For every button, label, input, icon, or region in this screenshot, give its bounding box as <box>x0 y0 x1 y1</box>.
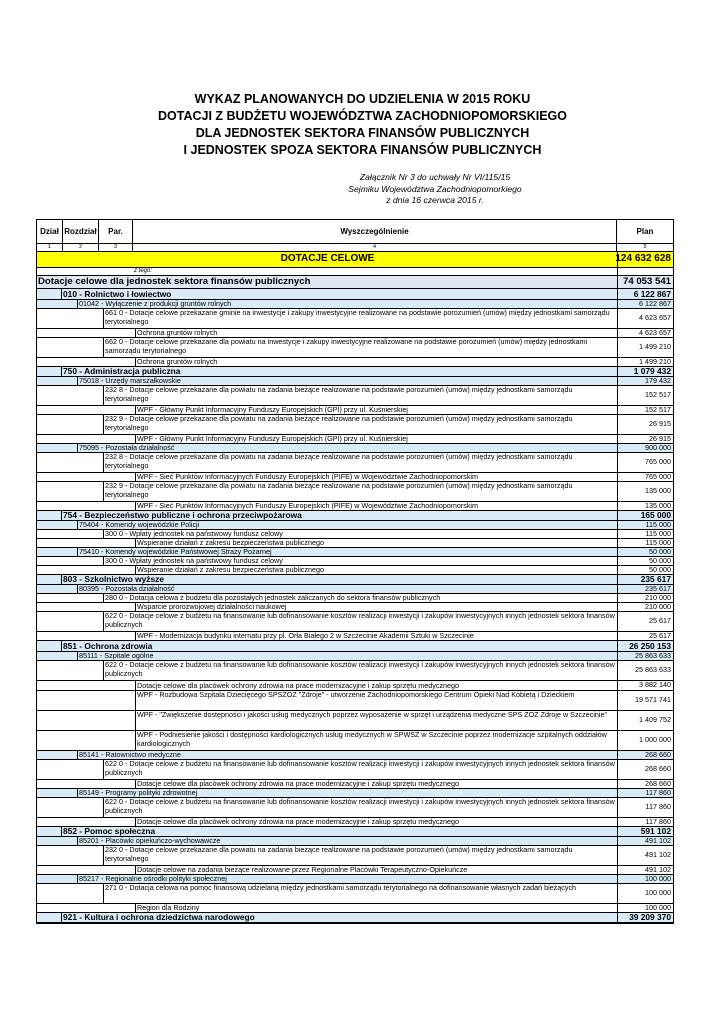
row-amount: 26 915 <box>617 415 673 434</box>
row-description: 271 0 - Dotacja celowa na pomoc finansową udzielaną między jednostkami samorządu terytorialnego na dofinansowanie własnych zadań bieżących <box>103 884 617 903</box>
row-amount: 179 432 <box>617 377 673 385</box>
section-label: Dotacje celowe dla jednostek sektora finansów publicznych <box>38 276 311 287</box>
row-description: 232 8 - Dotacje celowe przekazane dla powiatu na zadania bieżące realizowane na podstawie porozumień (umów) między jednostkami samorządu terytorialnego <box>103 386 617 405</box>
table-row <box>37 875 673 884</box>
row-description: 750 - Administracja publiczna <box>61 367 617 376</box>
row-description: 232 0 - Dotacje celowe przekazane dla powiatu na zadania bieżące realizowane na podstawie porozumień (umów) między jednostkami samorządu terytorialnego <box>103 846 617 865</box>
table-row <box>37 300 673 309</box>
row-description: WPF - Sieć Punktów Informacyjnych Funduszy Europejskich (PIFE) w Województwie Zachodniopomorskim <box>135 502 617 510</box>
row-amount: 152 517 <box>617 406 673 414</box>
table-row <box>37 444 673 453</box>
row-description: Region dla Rodziny <box>135 904 617 912</box>
row-description: 622 0 - Dotacje celowe z budżetu na finansowanie lub dofinansowanie kosztów realizacji inwestycji i zakupów inwestycyjnych innych jednostek sektora finansów publicznych <box>103 798 617 817</box>
row-amount: 491 102 <box>617 866 673 874</box>
row-amount: 235 617 <box>617 575 673 584</box>
row-description: 622 0 - Dotacje celowe z budżetu na finansowanie lub dofinansowanie kosztów realizacji inwestycji i zakupów inwestycyjnych innych jednostek sektora finansów publicznych <box>103 612 617 631</box>
row-description: 75095 - Pozostała działalność <box>77 444 617 452</box>
row-description: 232 9 - Dotacje celowe przekazane dla powiatu na zadania bieżące realizowane na podstawie porozumień (umów) między jednostkami samorządu terytorialnego <box>103 482 617 501</box>
header-plan: Plan <box>636 227 654 236</box>
row-description: 75018 - Urzędy marszałkowskie <box>77 377 617 385</box>
row-amount: 491 102 <box>617 837 673 845</box>
table-row <box>37 913 673 923</box>
row-amount: 115 000 <box>617 521 673 529</box>
table-row <box>37 358 673 367</box>
table-row <box>37 866 673 875</box>
row-description: 921 - Kultura i ochrona dziedzictwa narodowego <box>61 913 617 922</box>
title-line-1: WYKAZ PLANOWANYCH DO UDZIELENIA W 2015 ROKU <box>194 92 531 106</box>
section-row <box>37 276 673 289</box>
row-description: 75410 - Komendy wojewódzkie Państwowej Straży Pożarnej <box>77 548 617 556</box>
note-line-1: Załącznik Nr 3 do uchwały Nr VI/115/15 <box>359 172 511 182</box>
row-description: 803 - Szkolnictwo wyższe <box>61 575 617 584</box>
row-amount: 165 000 <box>617 511 673 520</box>
table-row <box>37 884 673 904</box>
row-amount: 4 623 657 <box>617 309 673 328</box>
title-line-3: DLA JEDNOSTEK SEKTORA FINANSÓW PUBLICZNYCH <box>195 126 530 140</box>
row-amount: 50 000 <box>617 557 673 565</box>
row-amount: 1 499 210 <box>617 358 673 366</box>
table-row <box>37 530 673 539</box>
row-description: Dotacje celowe na zadania bieżące realizowane przez Regionalne Placówki Terapeutyczno-Opiekuńcze <box>135 866 617 874</box>
row-amount: 25 617 <box>617 612 673 631</box>
row-description: 85111 - Szpitale ogólne <box>77 652 617 660</box>
table-row <box>37 798 673 818</box>
table-row <box>37 652 673 661</box>
header-wyszczegolnienie: Wyszczególnienie <box>133 220 617 243</box>
row-amount: 26 915 <box>617 435 673 443</box>
row-amount: 3 882 140 <box>617 681 673 690</box>
col-num-1: 1 <box>37 244 63 251</box>
col-num-5: 5 <box>643 244 647 250</box>
table-row <box>37 511 673 521</box>
row-description: 662 0 - Dotacje celowe przekazane dla powiatu na inwestycje i zakupy inwestycyjne realizowane na podstawie porozumień (umów) między jednostkami samorządu terytorialnego <box>103 338 617 357</box>
grants-table <box>36 219 674 924</box>
col-num-4: 4 <box>133 244 617 251</box>
row-amount: 268 660 <box>617 760 673 779</box>
note-line-2: Sejmiku Województwa Zachodniopomorkiego <box>348 183 522 194</box>
row-amount: 1 000 000 <box>617 731 673 750</box>
row-amount: 152 517 <box>617 386 673 405</box>
table-row <box>37 661 673 681</box>
table-row <box>37 415 673 435</box>
row-description: Wspieranie działań z zakresu bezpieczeństwa publicznego <box>135 566 617 574</box>
table-body <box>37 289 673 923</box>
row-description: Dotacje celowe dla placówek ochrony zdrowia na prace modernizacyjne i zakup sprzętu medycznego <box>135 818 617 826</box>
row-amount: 491 102 <box>617 846 673 865</box>
table-row <box>37 632 673 641</box>
row-amount: 100 000 <box>617 875 673 883</box>
row-description: WPF - Rozbudowa Szpitala Dziecięcego SPSZOZ "Zdroje" - utworzenie Zachodniopomorskiego Centrum Opieki Nad Kobietą i Dzieckiem <box>135 691 617 710</box>
row-description: 851 - Ochrona zdrowia <box>61 641 617 651</box>
row-description: WPF - Główny Punkt Informacyjny Funduszy Europejskich (GPI) przy ul. Kuśnierskiej <box>135 435 617 443</box>
table-row <box>37 760 673 780</box>
table-row <box>37 818 673 827</box>
table-row <box>37 846 673 866</box>
table-row <box>37 904 673 913</box>
row-amount: 6 122 867 <box>617 289 673 299</box>
row-description: WPF - "Zwiększenie dostępności i jakości usług medycznych poprzez wyposażenie w sprzęt i urządzenia medyczne SPS ZOZ Zdroje w Szczecinie" <box>135 711 617 730</box>
table-row <box>37 612 673 632</box>
header-par: Par. <box>99 220 133 243</box>
row-description: 622 0 - Dotacje celowe z budżetu na finansowanie lub dofinansowanie kosztów realizacji inwestycji i zakupów inwestycyjnych innych jednostek sektora finansów publicznych <box>103 661 617 680</box>
row-amount: 235 617 <box>617 585 673 593</box>
row-description: WPF - Główny Punkt Informacyjny Funduszy Europejskich (GPI) przy ul. Kuśnierskiej <box>135 406 617 414</box>
row-description: 010 - Rolnictwo i łowiectwo <box>61 289 617 299</box>
row-description: 85201 - Placówki opiekuńczo-wychowawcze <box>77 837 617 845</box>
row-amount: 268 660 <box>617 751 673 759</box>
row-amount: 25 863 633 <box>617 661 673 680</box>
row-description: 75404 - Komendy wojewódzkie Policji <box>77 521 617 529</box>
table-row <box>37 482 673 502</box>
table-row <box>37 575 673 585</box>
row-description: 300 0 - Wpłaty jednostek na państwowy fundusz celowy <box>103 557 617 565</box>
row-description: 622 0 - Dotacje celowe z budżetu na finansowanie lub dofinansowanie kosztów realizacji inwestycji i zakupów inwestycyjnych innych jednostek sektora finansów publicznych <box>103 760 617 779</box>
table-row <box>37 603 673 612</box>
table-row <box>37 377 673 386</box>
row-description: 85149 - Programy polityki zdrowotnej <box>77 789 617 797</box>
row-amount: 765 000 <box>617 473 673 481</box>
table-row <box>37 289 673 300</box>
table-row <box>37 557 673 566</box>
table-row <box>37 641 673 652</box>
row-amount: 117 860 <box>617 789 673 797</box>
row-description: Ochrona gruntów rolnych <box>135 329 617 337</box>
note-line-3: z dnia 16 czerwca 2015 r. <box>386 195 484 205</box>
row-description: 661 0 - Dotacje celowe przekazane gminie na inwestycje i zakupy inwestycyjne realizowane na podstawie porozumień (umów) między jednostkami samorządu terytorialnego <box>103 309 617 328</box>
table-row <box>37 711 673 731</box>
row-amount: 1 409 752 <box>617 711 673 730</box>
row-amount: 117 860 <box>617 818 673 826</box>
row-description: Dotacje celowe dla placówek ochrony zdrowia na prace modernizacyjne i zakup sprzętu medycznego <box>135 780 617 788</box>
table-row <box>37 837 673 846</box>
table-header <box>37 220 673 244</box>
title-line-4: I JEDNOSTEK SPOZA SEKTORA FINANSÓW PUBLICZNYCH <box>183 143 542 157</box>
table-row <box>37 731 673 751</box>
row-description: 232 9 - Dotacje celowe przekazane dla powiatu na zadania bieżące realizowane na podstawie porozumień (umów) między jednostkami samorządu terytorialnego <box>103 415 617 434</box>
table-row <box>37 329 673 338</box>
row-amount: 26 250 153 <box>617 641 673 651</box>
z-tego-row <box>37 268 673 276</box>
table-row <box>37 681 673 691</box>
row-amount: 900 000 <box>617 444 673 452</box>
table-row <box>37 539 673 548</box>
table-row <box>37 691 673 711</box>
row-amount: 210 000 <box>617 603 673 611</box>
table-row <box>37 386 673 406</box>
row-amount: 25 617 <box>617 632 673 640</box>
table-row <box>37 406 673 415</box>
table-row <box>37 548 673 557</box>
row-description: 754 - Bezpieczeństwo publiczne i ochrona przeciwpożarowa <box>61 511 617 520</box>
total-row <box>37 252 673 268</box>
row-amount: 50 000 <box>617 566 673 574</box>
table-row <box>37 502 673 511</box>
row-amount: 268 660 <box>617 780 673 788</box>
row-amount: 591 102 <box>617 827 673 836</box>
row-description: 85217 - Regionalne ośrodki polityki społecznej <box>77 875 617 883</box>
row-amount: 25 863 633 <box>617 652 673 660</box>
header-dzial: Dział <box>37 220 63 243</box>
title-line-2: DOTACJI Z BUDŻETU WOJEWÓDZTWA ZACHODNIOPOMORSKIEGO <box>157 109 567 123</box>
row-amount: 1 079 432 <box>617 367 673 376</box>
row-amount: 50 000 <box>617 548 673 556</box>
total-label: DOTACJE CELOWE <box>280 253 375 265</box>
table-row <box>37 585 673 594</box>
table-row <box>37 338 673 358</box>
attachment-note <box>310 172 560 207</box>
row-amount: 19 571 741 <box>617 691 673 710</box>
row-description: 280 0 - Dotacja celowa z budżetu dla pozostałych jednostek zaliczanych do sektora finansów publicznych <box>103 594 617 602</box>
table-row <box>37 473 673 482</box>
section-amount: 74 053 541 <box>617 276 673 288</box>
column-numbers <box>37 244 673 252</box>
row-description: WPF - Modernizacja budynku internatu przy pl. Orła Białego 2 w Szczecinie Akademii Sztuki w Szczecinie <box>135 632 617 640</box>
row-description: 232 8 - Dotacje celowe przekazane dla powiatu na zadania bieżące realizowane na podstawie porozumień (umów) między jednostkami samorządu terytorialnego <box>103 453 617 472</box>
row-amount: 6 122 867 <box>617 300 673 308</box>
header-rozdzial: Rozdział <box>63 220 99 243</box>
row-amount: 4 623 657 <box>617 329 673 337</box>
row-amount: 100 000 <box>617 904 673 912</box>
table-row <box>37 521 673 530</box>
row-description: Wsparcie prorozwojowej działalności naukowej <box>135 603 617 611</box>
row-description: 80395 - Pozostała działalność <box>77 585 617 593</box>
row-amount: 115 000 <box>617 539 673 547</box>
row-amount: 765 000 <box>617 453 673 472</box>
document-title <box>0 91 725 159</box>
row-amount: 117 860 <box>617 798 673 817</box>
row-amount: 210 000 <box>617 594 673 602</box>
row-description: 85141 - Ratownictwo medyczne <box>77 751 617 759</box>
col-num-2: 2 <box>63 244 99 251</box>
row-description: 01042 - Wyłączenie z produkcji gruntów rolnych <box>77 300 617 308</box>
row-description: Ochrona gruntów rolnych <box>135 358 617 366</box>
table-row <box>37 435 673 444</box>
row-description: WPF - Sieć Punktów Informacyjnych Funduszy Europejskich (PIFE) w Województwie Zachodniopomorskim <box>135 473 617 481</box>
row-amount: 1 499 210 <box>617 338 673 357</box>
row-amount: 135 000 <box>617 482 673 501</box>
table-row <box>37 827 673 837</box>
table-row <box>37 453 673 473</box>
table-row <box>37 789 673 798</box>
row-amount: 115 000 <box>617 530 673 538</box>
row-amount: 135 000 <box>617 502 673 510</box>
row-description: 852 - Pomoc społeczna <box>61 827 617 836</box>
row-description: 300 0 - Wpłaty jednostek na państwowy fundusz celowy <box>103 530 617 538</box>
col-num-3: 3 <box>99 244 133 251</box>
table-row <box>37 780 673 789</box>
table-row <box>37 309 673 329</box>
row-description: Dotacje celowe dla placówek ochrony zdrowia na prace modernizacyjne i zakup sprzętu medycznego <box>135 681 617 690</box>
table-row <box>37 751 673 760</box>
table-row <box>37 594 673 603</box>
table-row <box>37 566 673 575</box>
z-tego-label: z tego: <box>134 268 153 274</box>
row-amount: 39 209 370 <box>617 913 673 922</box>
row-amount: 100 000 <box>617 884 673 903</box>
row-description: WPF - Podniesienie jakości i dostępności kardiologicznych usług medycznych w SPWSZ w Szczecinie poprzez modernizacje szpitalnych oddziałów kardiologicznych <box>135 731 617 750</box>
total-amount: 124 632 628 <box>617 252 673 267</box>
table-row <box>37 367 673 377</box>
row-description: Wspieranie działań z zakresu bezpieczeństwa publicznego <box>135 539 617 547</box>
